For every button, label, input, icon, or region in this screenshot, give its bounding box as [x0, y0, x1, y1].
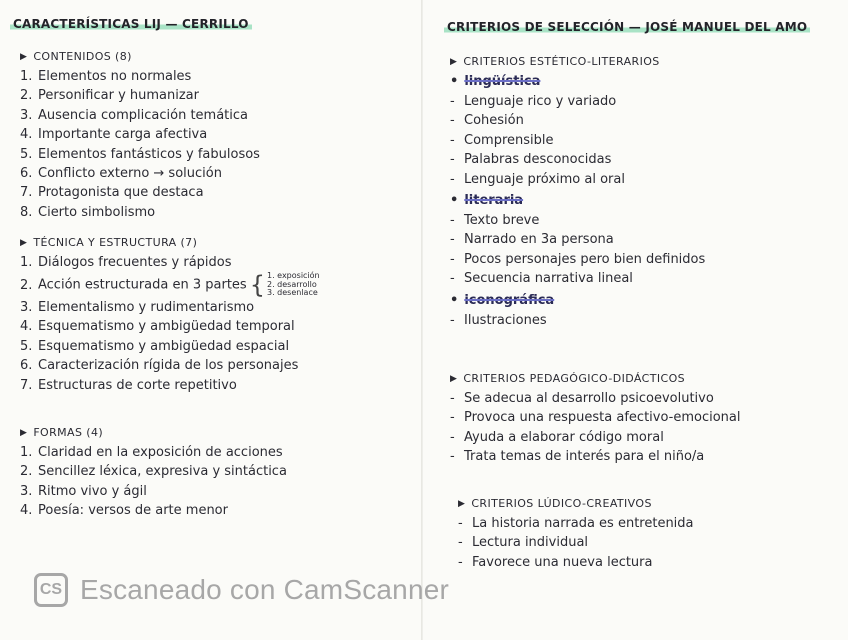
list-item: 7. Protagonista que destaca: [20, 185, 204, 201]
bullet-dot-icon: •: [450, 292, 459, 308]
list-item: 5. Esquematismo y ambigüedad espacial: [20, 338, 290, 354]
bullet-arrow-icon: ▶: [20, 237, 28, 248]
list-item: 6. Conflicto externo → solución: [20, 166, 222, 182]
list-item: - Provoca una respuesta afectivo-emocional: [450, 410, 741, 426]
list-item: 2. Acción estructurada en 3 partes { 1. exposición 2. desarrollo 3. desenlace: [20, 271, 320, 300]
section-esteticos-literarios: [450, 55, 705, 330]
page-fold-divider: [421, 0, 423, 640]
list-item: 2. Personificar y humanizar: [20, 88, 199, 104]
list-item: - Palabras desconocidas: [450, 152, 612, 168]
list-item: - Comprensible: [450, 132, 554, 148]
section-contenidos: [20, 50, 260, 222]
bullet-arrow-icon: ▶: [450, 56, 458, 67]
brace-item: 2. desarrollo: [266, 279, 317, 289]
list-item: 4. Poesía: versos de arte menor: [20, 503, 228, 519]
bullet-arrow-icon: ▶: [458, 498, 466, 509]
section-heading: FORMAS (4): [33, 426, 104, 439]
list-item: - Ayuda a elaborar código moral: [450, 429, 664, 445]
section-pedagogico-didacticos: [450, 372, 741, 467]
bullet-arrow-icon: ▶: [20, 427, 28, 438]
list-item: - La historia narrada es entretenida: [458, 516, 694, 531]
section-heading: CRITERIOS PEDAGÓGICO-DIDÁCTICOS: [463, 372, 686, 385]
camscanner-logo-icon: CS: [34, 573, 68, 607]
list-item: - Narrado en 3a persona: [450, 232, 614, 248]
list-item: 1. Elementos no normales: [20, 69, 192, 84]
section-formas: [20, 426, 287, 521]
list-item: - Se adecua al desarrollo psicoevolutivo: [450, 391, 714, 406]
list-item: 3. Elementalismo y rudimentarismo: [20, 299, 255, 315]
list-item: - Ilustraciones: [450, 312, 547, 328]
list-item: - Lenguaje próximo al oral: [450, 171, 625, 187]
section-tecnica-estructura: [20, 236, 320, 395]
brace-item: 3. desenlace: [266, 288, 318, 298]
left-brace-icon: {: [249, 271, 265, 300]
subgroup-label: • lingüística: [450, 72, 705, 92]
list-item: - Lectura individual: [458, 535, 589, 551]
list-item: - Cohesión: [450, 113, 524, 129]
bullet-dot-icon: •: [450, 74, 459, 89]
list-item: 3. Ritmo vivo y ágil: [20, 483, 147, 499]
right-page-title: CRITERIOS DE SELECCIÓN — JOSÉ MANUEL DEL AMO: [444, 20, 810, 34]
list-item: - Texto breve: [450, 213, 540, 229]
list-item: 4. Esquematismo y ambigüedad temporal: [20, 319, 295, 335]
left-page: [0, 0, 420, 640]
list-item: 8. Cierto simbolismo: [20, 204, 156, 220]
camscanner-watermark: [34, 573, 449, 607]
watermark-text: Escaneado con CamScanner: [80, 574, 450, 605]
list-item: - Secuencia narrativa lineal: [450, 271, 633, 287]
list-item: - Lenguaje rico y variado: [450, 94, 617, 109]
left-page-title: CARACTERÍSTICAS LIJ — CERRILLO: [10, 17, 252, 31]
section-heading: TÉCNICA Y ESTRUCTURA (7): [33, 236, 198, 249]
brace-item: 1. exposición: [266, 271, 320, 281]
list-item: 1. Claridad en la exposición de acciones: [20, 445, 283, 460]
bullet-dot-icon: •: [450, 193, 459, 209]
section-heading: CRITERIOS LÚDICO-CREATIVOS: [471, 497, 652, 510]
list-item: 4. Importante carga afectiva: [20, 127, 208, 143]
list-item: - Trata temas de interés para el niño/a: [450, 449, 705, 465]
list-item: 1. Diálogos frecuentes y rápidos: [20, 255, 232, 270]
list-item: 5. Elementos fantásticos y fabulosos: [20, 146, 260, 162]
list-item: - Favorece una nueva lectura: [458, 554, 653, 570]
list-item: 6. Caracterización rígida de los personajes: [20, 358, 299, 374]
bullet-arrow-icon: ▶: [20, 51, 28, 62]
subgroup-label: • literaria: [450, 191, 705, 211]
list-item: 3. Ausencia complicación temática: [20, 107, 248, 123]
section-ludico-creativos: [458, 497, 694, 572]
subgroup-label: • iconográfica: [450, 291, 705, 311]
list-item: 2. Sencillez léxica, expresiva y sintáctica: [20, 464, 287, 480]
section-heading: CRITERIOS ESTÉTICO-LITERARIOS: [463, 55, 660, 68]
section-heading: CONTENIDOS (8): [33, 50, 132, 63]
structure-brace: [250, 272, 320, 298]
list-item: 7. Estructuras de corte repetitivo: [20, 377, 237, 393]
list-item: - Pocos personajes pero bien definidos: [450, 251, 706, 267]
right-page: [424, 0, 848, 640]
bullet-arrow-icon: ▶: [450, 373, 458, 384]
